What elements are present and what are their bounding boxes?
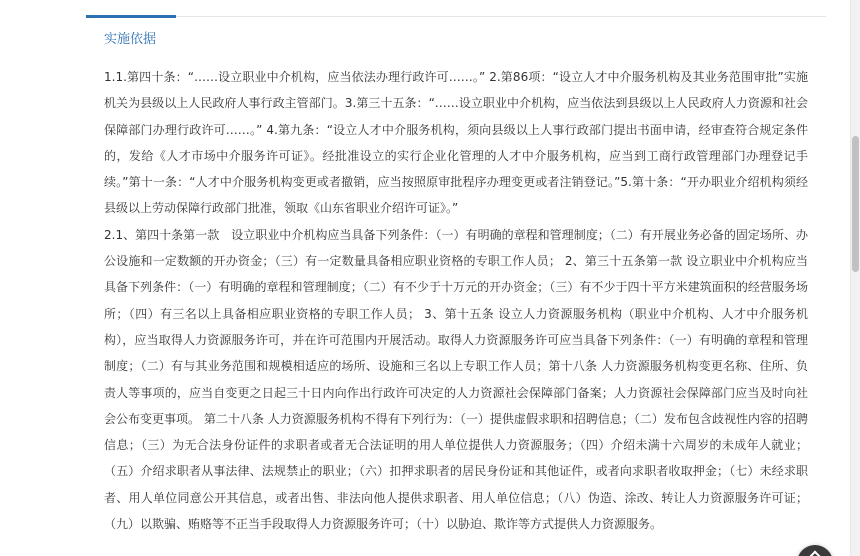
scrollbar-thumb[interactable]: [852, 136, 859, 272]
implementation-basis-content: [104, 64, 808, 537]
back-to-top-button[interactable]: [797, 545, 833, 556]
tab-divider: [86, 16, 826, 17]
chevron-up-icon: [807, 551, 824, 556]
section-title: 实施依据: [104, 32, 157, 47]
basis-paragraph-1: 1.1.第四十条：“……设立职业中介机构，应当依法办理行政许可……。” 2.第86项：“设立人才中介服务机构及其业务范围审批”实施机关为县级以上人民政府人事行政主管部门。3.第三十五条：“……设立职业中介机构，应当依法到县级以上人民政府人力资源和社会保障部门办理行政许可……。” 4.第九条：“设立人才中介服务机构，须向县级以上人事行政部门提出书面申请，经审查符合规定条件的，发给《人才市场中介服务许可证》。经批准设立的实行企业化管理的人才中介服务机构，应当到工商行政管理部门办理登记手续。”第十一条：“人才中介服务机构变更或者撤销，应当按照原审批程序办理变更或者注销登记。”5.第十条：“开办职业介绍机构须经县级以上劳动保障行政部门批准，领取《山东省职业介绍许可证》。”: [104, 70, 808, 216]
active-tab-indicator: [86, 15, 176, 18]
vertical-scrollbar[interactable]: [850, 0, 860, 556]
basis-paragraph-2: 2.1、第四十条第一款 设立职业中介机构应当具备下列条件：（一）有明确的章程和管理制度；（二）有开展业务必备的固定场所、办公设施和一定数额的开办资金；（三）有一定数量具备相应职业资格的专职工作人员； 2、第三十五条第一款 设立职业中介机构应当具备下列条件：（一）有明确的章程和管理制度；（二）有不少于十万元的开办资金；（三）有不少于四十平方米建筑面积的经营服务场所；（四）有三名以上具备相应职业资格的专职工作人员； 3、第十五条 设立人力资源服务机构（职业中介机构、人才中介服务机构），应当取得人力资源服务许可，并在许可范围内开展活动。取得人力资源服务许可应当具备下列条件：（一）有明确的章程和管理制度；（二）有与其业务范围和规模相适应的场所、设施和三名以上专职工作人员；第十八条 人力资源服务机构变更名称、住所、负责人等事项的，应当自变更之日起三十日内向作出行政许可决定的人力资源社会保障部门备案；人力资源社会保障部门应当及时向社会公布变更事项。 第二十八条 人力资源服务机构不得有下列行为：（一）提供虚假求职和招聘信息；（二）发布包含歧视性内容的招聘信息；（三）为无合法身份证件的求职者或者无合法证明的用人单位提供人力资源服务；（四）介绍未满十六周岁的未成年人就业；（五）介绍求职者从事法律、法规禁止的职业；（六）扣押求职者的居民身份证和其他证件，或者向求职者收取押金；（七）未经求职者、用人单位同意公开其信息，或者出售、非法向他人提供求职者、用人单位信息；（八）伪造、涂改、转让人力资源服务许可证；（九）以欺骗、贿赂等不正当手段取得人力资源服务许可；（十）以胁迫、欺诈等方式提供人力资源服务。: [104, 227, 808, 532]
